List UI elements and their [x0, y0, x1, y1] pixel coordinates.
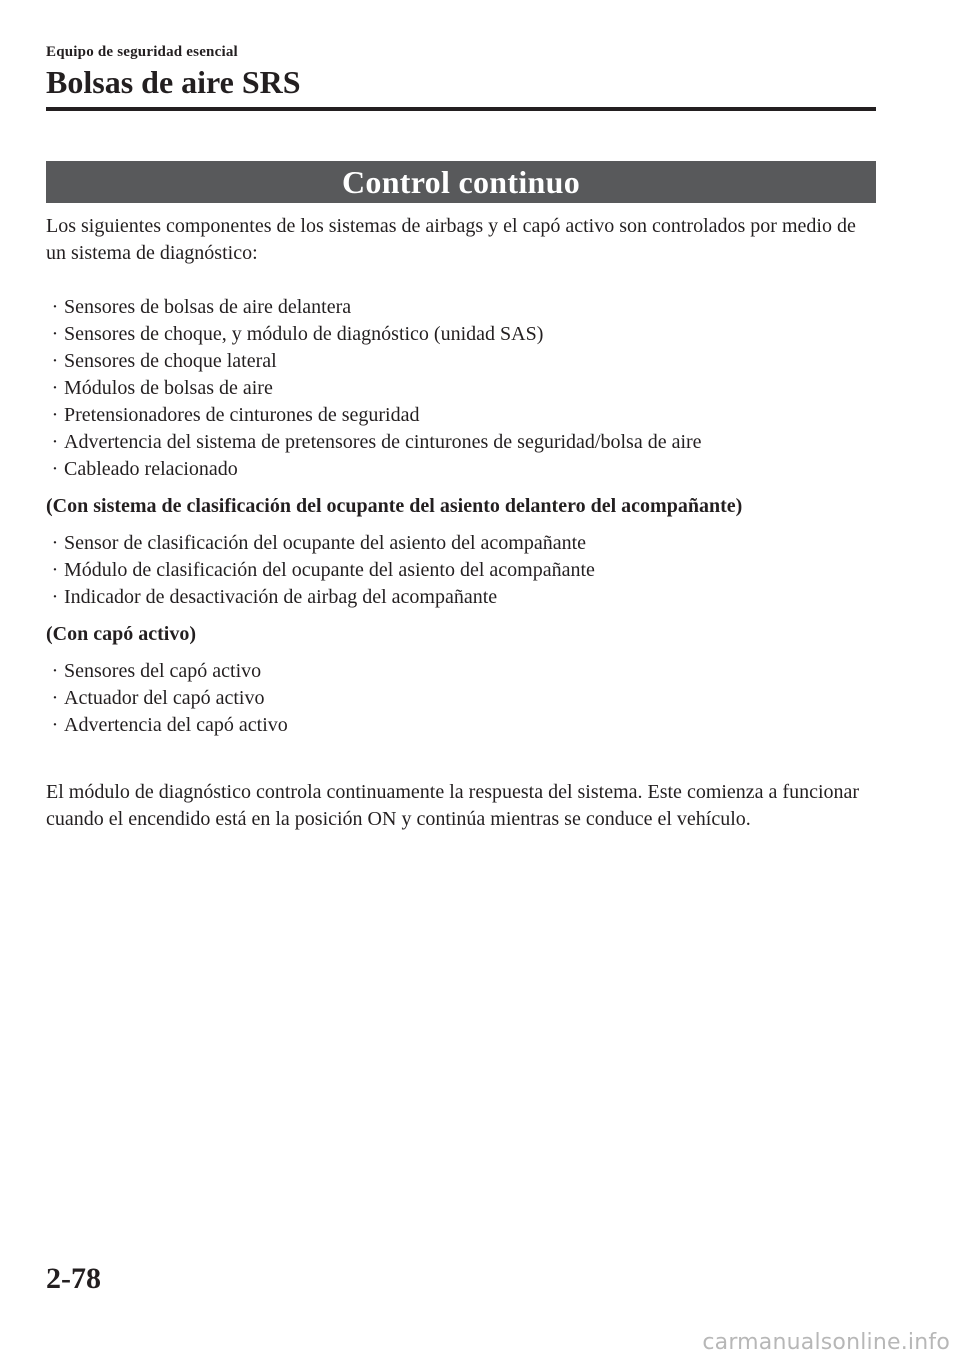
component-list-active-hood — [46, 658, 876, 739]
list-item — [46, 402, 876, 429]
list-item — [46, 375, 876, 402]
bullet-icon: · — [51, 458, 59, 480]
bullet-icon: · — [51, 687, 59, 709]
list-item — [46, 584, 876, 611]
list-item-text: Indicador de desactivación de airbag del acompañante — [64, 586, 498, 608]
list-item — [46, 456, 876, 483]
bullet-icon: · — [51, 431, 59, 453]
bullet-icon: · — [51, 350, 59, 372]
bullet-icon: · — [51, 714, 59, 736]
list-item-text: Sensores de bolsas de aire delantera — [64, 296, 352, 318]
watermark: carmanualsonline.info — [702, 1330, 950, 1355]
component-list-occupant — [46, 530, 876, 611]
list-item — [46, 685, 876, 712]
list-item-text: Sensores de choque lateral — [64, 350, 277, 372]
list-item — [46, 348, 876, 375]
content-body — [46, 213, 876, 833]
list-item-text: Sensores del capó activo — [64, 660, 262, 682]
list-item — [46, 712, 876, 739]
bullet-icon: · — [51, 323, 59, 345]
list-item-text: Módulos de bolsas de aire — [64, 377, 273, 399]
component-list-general — [46, 294, 876, 483]
list-item-text: Cableado relacionado — [64, 458, 238, 480]
list-item-text: Actuador del capó activo — [64, 687, 265, 709]
bullet-icon: · — [51, 532, 59, 554]
list-item — [46, 530, 876, 557]
bullet-icon: · — [51, 404, 59, 426]
intro-paragraph: Los siguientes componentes de los sistemas de airbags y el capó activo son controlados por medio de un sistema de diagnóstico: — [46, 215, 856, 264]
list-item-text: Módulo de clasificación del ocupante del asiento del acompañante — [64, 559, 595, 581]
page-title: Bolsas de aire SRS — [46, 64, 301, 100]
bullet-icon: · — [51, 559, 59, 581]
section-banner: Control continuo — [46, 161, 876, 203]
bullet-icon: · — [51, 660, 59, 682]
bullet-icon: · — [51, 377, 59, 399]
header-divider — [46, 107, 876, 111]
group-heading-active-hood: (Con capó activo) — [46, 623, 196, 645]
bullet-icon: · — [51, 296, 59, 318]
list-item — [46, 294, 876, 321]
header-section-label: Equipo de seguridad esencial — [46, 44, 238, 60]
list-item-text: Advertencia del capó activo — [64, 714, 288, 736]
list-item-text: Sensores de choque, y módulo de diagnóstico (unidad SAS) — [64, 323, 544, 345]
list-item — [46, 658, 876, 685]
group-heading-occupant: (Con sistema de clasificación del ocupante del asiento delantero del acompañante) — [46, 495, 743, 517]
list-item — [46, 557, 876, 584]
bullet-icon: · — [51, 586, 59, 608]
closing-paragraph: El módulo de diagnóstico controla continuamente la respuesta del sistema. Este comienza a funcionar cuando el encendido está en la posición ON y continúa mientras se conduce el vehículo. — [46, 781, 860, 830]
list-item-text: Advertencia del sistema de pretensores de cinturones de seguridad/bolsa de aire — [64, 431, 702, 453]
list-item — [46, 321, 876, 348]
list-item — [46, 429, 876, 456]
list-item-text: Pretensionadores de cinturones de seguridad — [64, 404, 420, 426]
list-item-text: Sensor de clasificación del ocupante del asiento del acompañante — [64, 532, 587, 554]
page-number: 2-78 — [46, 1262, 101, 1295]
